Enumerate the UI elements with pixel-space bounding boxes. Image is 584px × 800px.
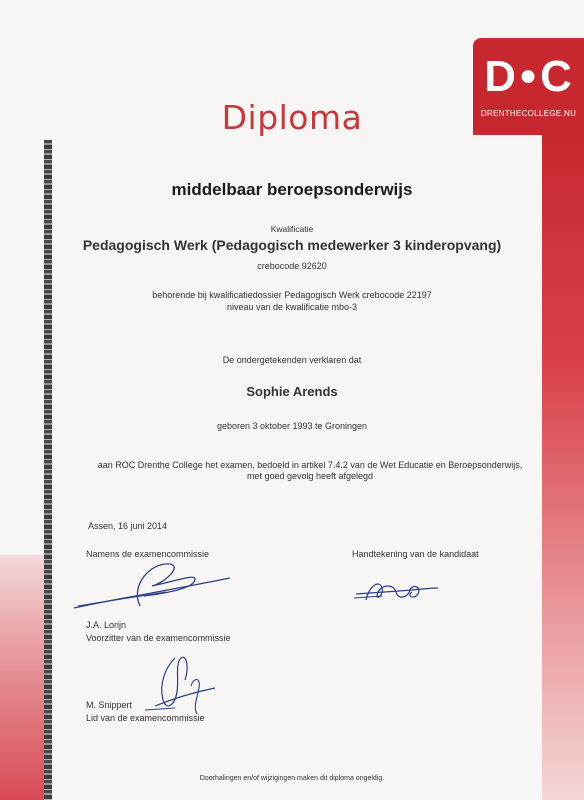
- dossier-line: behorende bij kwalificatiedossier Pedagogisch Werk crebocode 22197: [152, 290, 432, 300]
- committee-label: Namens de examencommissie: [86, 549, 210, 559]
- logo-mark: [473, 54, 584, 99]
- exam-result-line: met goed gevolg heeft afgelegd: [246, 471, 374, 481]
- member-role: Lid van de examencommissie: [86, 713, 205, 723]
- chair-role: Voorzitter van de examencommissie: [86, 633, 231, 643]
- logo-url: DRENTHECOLLEGE.NU: [480, 109, 577, 118]
- logo-letter-d: D: [484, 52, 517, 101]
- birth-info: geboren 3 oktober 1993 te Groningen: [216, 421, 368, 431]
- qualification-title: Pedagogisch Werk (Pedagogisch medewerker 3 kinderopvang): [82, 237, 502, 253]
- education-type: middelbaar beroepsonderwijs: [171, 180, 413, 199]
- red-band-left: [0, 555, 44, 800]
- chair-signature: [70, 556, 240, 618]
- exam-statement: [40, 460, 580, 482]
- declaration-text: De ondergetekenden verklaren dat: [222, 355, 362, 365]
- member-name: M. Snippert: [86, 700, 133, 710]
- validity-notice: Doorhalingen en/of wijzigingen maken dit diploma ongeldig.: [199, 775, 385, 782]
- qualification-label: Kwalificatie: [270, 224, 314, 234]
- crebo-code: crebocode 92620: [257, 261, 327, 271]
- candidate-signature: [352, 576, 442, 608]
- logo-letter-c: C: [540, 52, 573, 101]
- student-name: Sophie Arends: [246, 384, 338, 399]
- dossier-info: [52, 289, 532, 313]
- candidate-signature-label: Handtekening van de kandidaat: [352, 549, 479, 559]
- exam-line: aan ROC Drenthe College het examen, bedoeld in artikel 7.4.2 van de Wet Educatie en Beroepsonderwijs,: [97, 460, 523, 470]
- level-line: niveau van de kwalificatie mbo-3: [226, 302, 358, 312]
- diploma-title: Diploma: [221, 98, 363, 137]
- chair-name: J.A. Lorijn: [86, 620, 127, 630]
- logo-dot: ●: [518, 59, 539, 92]
- place-and-date: Assen, 16 juni 2014: [88, 521, 168, 531]
